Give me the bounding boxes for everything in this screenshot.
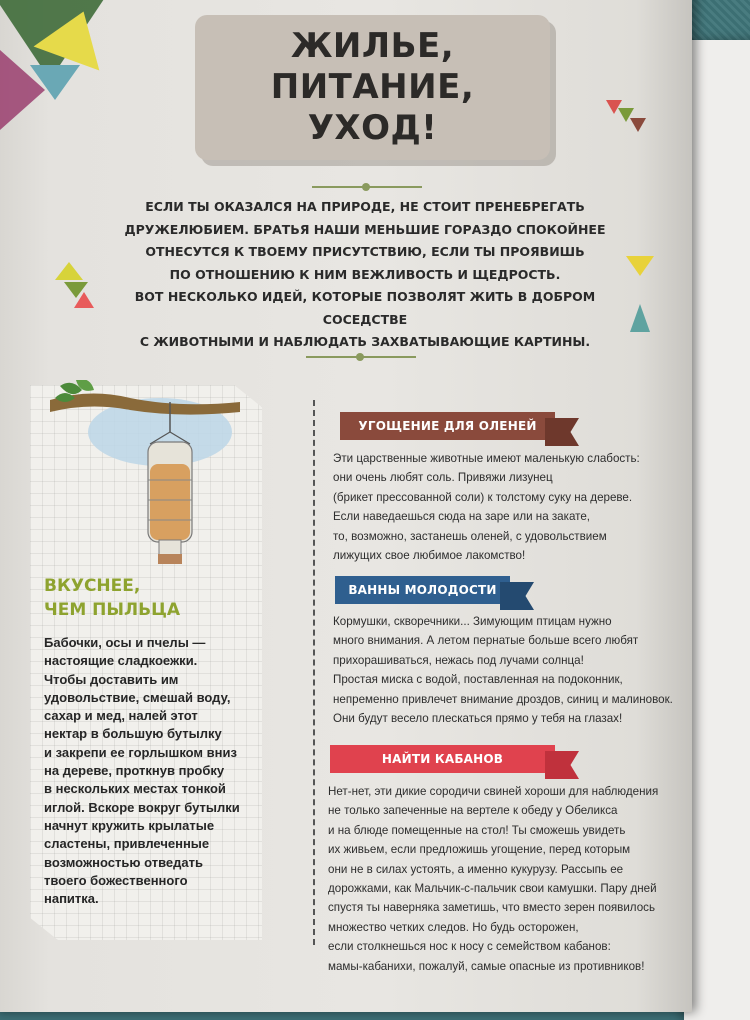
sidebar-body-line: твоего божественного <box>44 872 188 888</box>
sidebar-body-line: настоящие сладкоежки. <box>44 653 198 669</box>
section-body-line: Если наведаешься сюда на заре или на закате, <box>333 510 590 524</box>
section-heading-boars-label: НАЙТИ КАБАНОВ <box>381 752 504 766</box>
intro-divider-top-dot <box>362 183 370 191</box>
decor-triangle-intro-left-3 <box>74 292 94 308</box>
section-body-line: много внимания. А летом пернатые больше всего любят <box>333 634 639 648</box>
intro-divider-bottom-dot <box>356 353 364 361</box>
section-body-line: то, возможно, застанешь оленей, с удовольствием <box>333 529 607 543</box>
section-body-line: лижущих свое любимое лакомство! <box>333 549 526 563</box>
section-heading-deer <box>340 412 555 440</box>
decor-triangle-top-left-4 <box>30 65 80 100</box>
sidebar-body-line: сластены, привлеченные <box>44 836 210 852</box>
next-page-edge <box>684 40 750 1020</box>
section-body-line: и на блюде помещенные на стол! Ты сможешь увидеть <box>328 823 626 837</box>
section-body-line: Нет-нет, эти дикие сородичи свиней хороши для наблюдения <box>328 785 659 798</box>
sidebar-body-line: иглой. Вскоре вокруг бутылки <box>44 799 240 815</box>
section-body-line: не только запеченные на вертеле к обеду у Обеликса <box>328 804 618 818</box>
section-heading-baths-label: ВАННЫ МОЛОДОСТИ <box>348 583 497 597</box>
section-heading-deer-label: УГОЩЕНИЕ ДЛЯ ОЛЕНЕЙ <box>358 419 537 433</box>
sidebar-body-line: нектар в большую бутылку <box>44 726 222 742</box>
sidebar-body-line: сахар и мед, налей этот <box>44 708 198 724</box>
page-title-line-2: ПИТАНИЕ, УХОД! <box>270 67 475 148</box>
bottle-feeder-illustration <box>50 380 260 570</box>
sidebar-title-line-1: ВКУСНЕЕ, <box>44 576 141 596</box>
section-body-line: Эти царственные животные имеют маленькую слабость: <box>333 452 640 465</box>
sidebar-body-line: начнут кружить крылатые <box>44 817 215 833</box>
page-title <box>213 26 533 148</box>
page-title-line-1: ЖИЛЬЕ, <box>290 26 455 67</box>
sidebar-body-line: напитка. <box>44 891 99 907</box>
section-body-line: Они будут весело плескаться прямо у тебя на глазах! <box>333 712 623 726</box>
section-body-line: прихорашиваться, нежась под лучами солнца! <box>333 653 584 667</box>
decor-triangle-intro-left-1 <box>55 262 83 280</box>
intro-line-4: ПО ОТНОШЕНИЮ К НИМ ВЕЖЛИВОСТЬ И ЩЕДРОСТЬ. <box>169 266 561 282</box>
sidebar-title <box>44 574 254 622</box>
section-body-line: Кормушки, скворечники... Зимующим птицам нужно <box>333 615 612 628</box>
section-body-deer <box>333 449 640 565</box>
decor-triangle-intro-right-1 <box>626 256 654 276</box>
decor-triangle-right-3 <box>630 118 646 132</box>
section-body-line: они очень любят соль. Привяжи лизунец <box>333 471 553 485</box>
column-separator <box>313 400 315 945</box>
decor-triangle-intro-right-2 <box>630 304 650 332</box>
section-body-line: они не в силах устоять, а именно кукурузу. Рассыпь ее <box>328 862 624 876</box>
section-body-line: дорожками, как Мальчик-с-пальчик свои камушки. Пару дней <box>328 882 657 896</box>
section-body-line: мамы-кабанихи, пожалуй, самые опасные из противников! <box>328 959 645 973</box>
section-body-line: Простая миска с водой, поставленная на подоконник, <box>333 673 623 687</box>
section-body-boars <box>328 782 658 976</box>
sidebar-title-line-2: ЧЕМ ПЫЛЬЦА <box>44 600 181 620</box>
sidebar-body-line: на дереве, проткнув пробку <box>44 763 225 779</box>
section-heading-baths <box>335 576 510 604</box>
section-body-line: (брикет прессованной соли) к толстому суку на дереве. <box>333 490 633 504</box>
section-body-line: их живьем, если предложишь угощение, перед которым <box>328 843 631 857</box>
section-body-baths <box>333 612 673 728</box>
section-body-line: непременно привлечет внимание дроздов, синиц и малиновок. <box>333 692 673 706</box>
intro-paragraph <box>100 196 630 354</box>
section-body-line: спустя ты наверняка заметишь, что вместо зерен появилось <box>328 901 655 915</box>
section-body-line: множество четких следов. Но будь осторожен, <box>328 920 579 934</box>
intro-line-2: ДРУЖЕЛЮБИЕМ. БРАТЬЯ НАШИ МЕНЬШИЕ ГОРАЗДО СПОКОЙНЕЕ <box>124 221 606 237</box>
page-title-card <box>195 15 550 160</box>
intro-line-5: ВОТ НЕСКОЛЬКО ИДЕЙ, КОТОРЫЕ ПОЗВОЛЯТ ЖИТЬ В ДОБРОМ СОСЕДСТВЕ <box>134 289 596 327</box>
intro-line-1: ЕСЛИ ТЫ ОКАЗАЛСЯ НА ПРИРОДЕ, НЕ СТОИТ ПРЕНЕБРЕГАТЬ <box>145 199 585 214</box>
sidebar-body <box>44 634 256 908</box>
sidebar-body-line: в нескольких местах тонкой <box>44 781 226 797</box>
section-heading-boars <box>330 745 555 773</box>
sidebar-body-line: возможностью отведать <box>44 854 203 870</box>
section-body-line: если столкнешься нос к носу с семейством кабанов: <box>328 940 611 954</box>
sidebar-body-line: и закрепи ее горлышком вниз <box>44 744 237 760</box>
sidebar-body-line: Бабочки, осы и пчелы — <box>44 635 206 650</box>
sidebar-body-line: Чтобы доставить им <box>44 671 179 687</box>
intro-line-6: С ЖИВОТНЫМИ И НАБЛЮДАТЬ ЗАХВАТЫВАЮЩИЕ КАРТИНЫ. <box>139 334 591 349</box>
sidebar-body-line: удовольствие, смешай воду, <box>44 689 231 705</box>
intro-line-3: ОТНЕСУТСЯ К ТВОЕМУ ПРИСУТСТВИЮ, ЕСЛИ ТЫ ПРОЯВИШЬ <box>145 244 585 259</box>
